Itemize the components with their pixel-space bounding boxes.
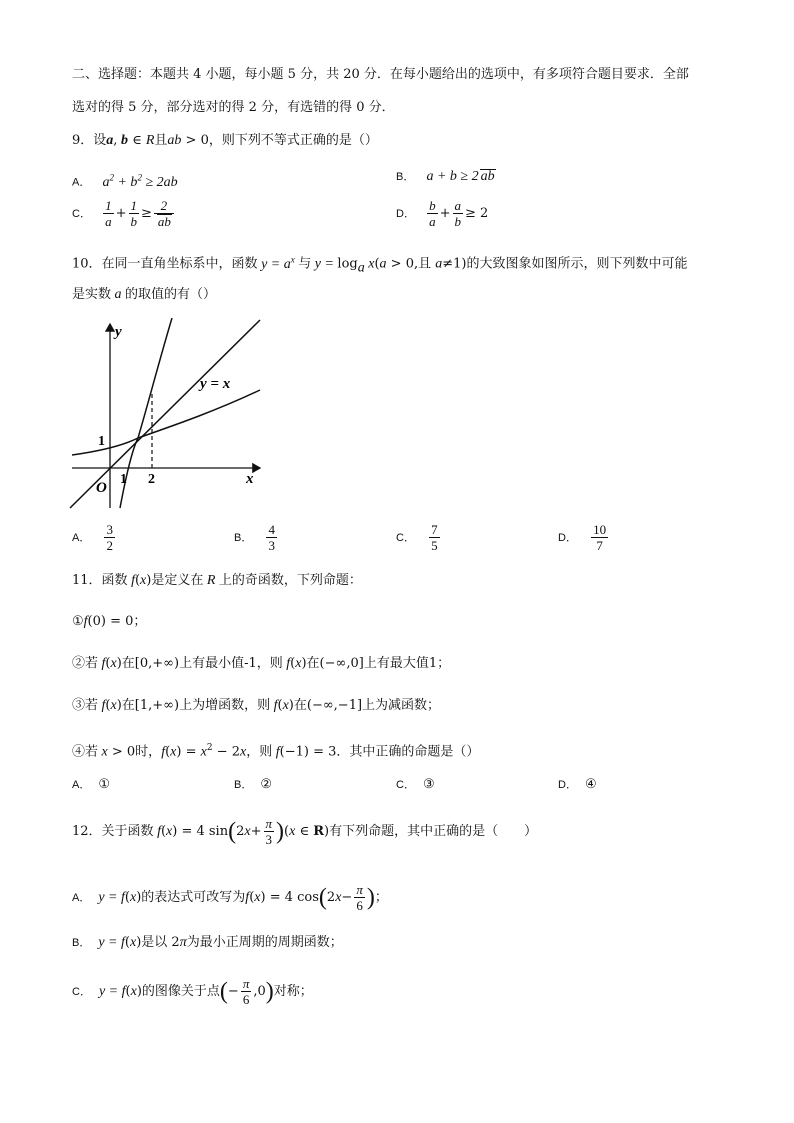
q10-option-b[interactable] (234, 522, 279, 553)
q9-option-a[interactable]: A． $a^2 + b^2 \ge 2ab$ (72, 172, 178, 190)
q11-text: 上为增函数，则 (179, 698, 271, 713)
q11-proposition-3: ③若 f(x)在[1,+∞)上为增函数，则 f(x)在(−∞,−1]上为减函数； (72, 698, 441, 713)
option-letter: B． (72, 937, 91, 949)
q10-stem: 10．在同一直角坐标系中，函数 $y = a^x$ 与 $y = \log_a x(a > 0$,且 a≠1)的大致图象如图所示，则下列数中可能 (72, 254, 688, 276)
q12-stem: 12．关于函数 f(x) = 4 sin(2x+ $\frac{\pi}{3}$ )(x ∈ R)有下列命题，其中正确的是（ ） (72, 816, 538, 847)
q11-text: 在 (121, 698, 135, 713)
option-text: 对称； (273, 984, 313, 999)
proposition-marker: ④若 (72, 744, 99, 760)
q11-number: 11． (72, 573, 102, 588)
option-numerator: 10 (593, 522, 607, 537)
option-text: ② (260, 777, 272, 792)
q11-stem-text: 函数 (101, 573, 128, 588)
option-text: 的图像关于点 (141, 984, 220, 999)
option-letter: A． (72, 532, 91, 544)
q9-stem-text: 且 (154, 133, 168, 148)
option-text: ③ (422, 777, 435, 792)
q12-option-c[interactable]: C． y = f(x)的图像关于点(− $\frac{\pi}{6}$ ,0)对称； (72, 976, 313, 1007)
option-denominator: 5 (431, 538, 438, 553)
q11-text: 在 (121, 656, 135, 671)
q11-stem-text: 是定义在 (151, 573, 204, 588)
y-tick-1: 1 (98, 434, 105, 449)
q12-option-a[interactable]: A． y = f(x)的表达式可改写为f(x) = 4 cos(2x− $\frac{\pi}{6}$ )； (72, 882, 388, 913)
q9-number: 9． (72, 133, 94, 148)
proposition-marker: ① (72, 614, 84, 629)
option-letter: B． (396, 171, 415, 183)
q10-stem-text: 的大致图象如图所示，则下列数中可能 (466, 256, 688, 272)
proposition-marker: ②若 (72, 656, 99, 671)
option-numerator: 7 (431, 522, 438, 537)
q10-option-d[interactable] (558, 522, 610, 553)
option-text: 的表达式可改写为 (141, 890, 246, 905)
q9-stem-text: ，则下列不等式正确的是（） (208, 133, 378, 148)
option-denominator: 3 (268, 538, 275, 553)
q12-option-b[interactable]: B． y = f(x)是以 2π为最小正周期的周期函数； (72, 935, 343, 950)
option-letter: B． (234, 532, 253, 544)
option-letter: B． (234, 779, 253, 791)
q9-stem-text: 设 (93, 133, 107, 148)
q9-stem: 9．设a, b ∈ R且ab > 0，则下列不等式正确的是（） (72, 133, 378, 148)
q11-text: 上有最小值-1，则 (179, 656, 283, 671)
q11-text: 在 (293, 698, 307, 713)
q9-option-b[interactable]: B． a + b ≥ 2 ab (396, 169, 495, 184)
q11-proposition-4: ④若 x > 0时，$f(x) = x^2 - 2x$，则 f(−1) = 3．其中正确的命题是（） (72, 743, 480, 760)
q11-stem: 11．函数 f(x)是定义在 R 上的奇函数，下列命题： (72, 573, 362, 588)
x-tick-1: 1 (120, 472, 127, 487)
option-letter: D． (558, 779, 577, 791)
option-letter: A． (72, 779, 91, 791)
x-tick-2: 2 (148, 472, 155, 487)
q11-proposition-1: ①f(0) = 0； (72, 614, 147, 629)
proposition-marker: ③若 (72, 698, 99, 713)
q10-option-c[interactable] (396, 522, 442, 553)
option-letter: A． (72, 892, 91, 904)
q10-stem-text: 是实数 (72, 287, 112, 302)
q10-stem-2: 是实数 a 的取值的有（） (72, 287, 217, 302)
q12-stem-text: 关于函数 (101, 824, 154, 839)
q10-function-graph (68, 318, 268, 510)
q11-option-a[interactable] (72, 776, 110, 794)
q12-number: 12． (72, 824, 102, 839)
q11-stem-text: 上的奇函数，下列命题： (218, 573, 362, 588)
option-numerator: 3 (106, 522, 113, 537)
q9-option-d[interactable]: D． $\frac{b}{a}$ + $\frac{a}{b}$ ≥ 2 (396, 198, 489, 229)
x-axis-label: x (246, 471, 254, 487)
option-letter: C． (396, 532, 415, 544)
q9-option-c[interactable]: C． $\frac{1}{a}$ + $\frac{1}{b}$ ≥ $\frac{2}{ab}$ (72, 198, 176, 229)
option-letter: A． (72, 176, 91, 189)
option-denominator: 2 (106, 538, 113, 553)
q11-option-c[interactable] (396, 776, 435, 794)
option-text: ① (98, 777, 110, 792)
option-denominator: 7 (596, 538, 603, 553)
option-text: ④ (584, 777, 597, 792)
q11-option-d[interactable] (558, 776, 597, 794)
q10-option-a[interactable] (72, 522, 117, 553)
q11-text: 在 (306, 656, 320, 671)
q11-text: 时， (135, 744, 162, 760)
q11-text: 上为减函数； (362, 698, 441, 713)
origin-label: O (96, 480, 107, 496)
q10-stem-text: 与 (298, 256, 312, 272)
q11-text: 上有最大值1； (363, 656, 451, 671)
option-letter: C． (72, 208, 91, 220)
q11-proposition-2: ②若 f(x)在[0,+∞)上有最小值-1，则 f(x)在(−∞,0]上有最大值1； (72, 656, 451, 671)
line-label: y = x (200, 376, 231, 392)
q10-stem-text: 的取值的有（） (125, 287, 217, 302)
section-heading-line-1: 二、选择题：本题共 4 小题，每小题 5 分，共 20 分．在每小题给出的选项中，有多项符合题目要求．全部 (72, 67, 689, 82)
q11-text: ，则 (246, 744, 273, 760)
q11-text: ．其中正确的命题是（） (336, 744, 480, 760)
q10-number: 10． (72, 256, 102, 272)
option-text: 是以 (141, 935, 168, 950)
section-heading-line-2: 选对的得 5 分，部分选对的得 2 分，有选错的得 0 分． (72, 100, 395, 115)
q10-stem-text: 在同一直角坐标系中，函数 (101, 256, 258, 272)
option-letter: D． (396, 208, 415, 220)
option-text: 为最小正周期的周期函数； (186, 935, 343, 950)
q11-option-b[interactable] (234, 776, 272, 794)
option-letter: C． (396, 779, 415, 791)
option-letter: D． (558, 532, 577, 544)
option-numerator: 4 (268, 522, 275, 537)
option-letter: C． (72, 986, 91, 998)
y-axis-label: y (115, 324, 122, 340)
q12-stem-text: 有下列命题，其中正确的是（ ） (329, 824, 538, 839)
curve-logarithm (120, 318, 172, 508)
